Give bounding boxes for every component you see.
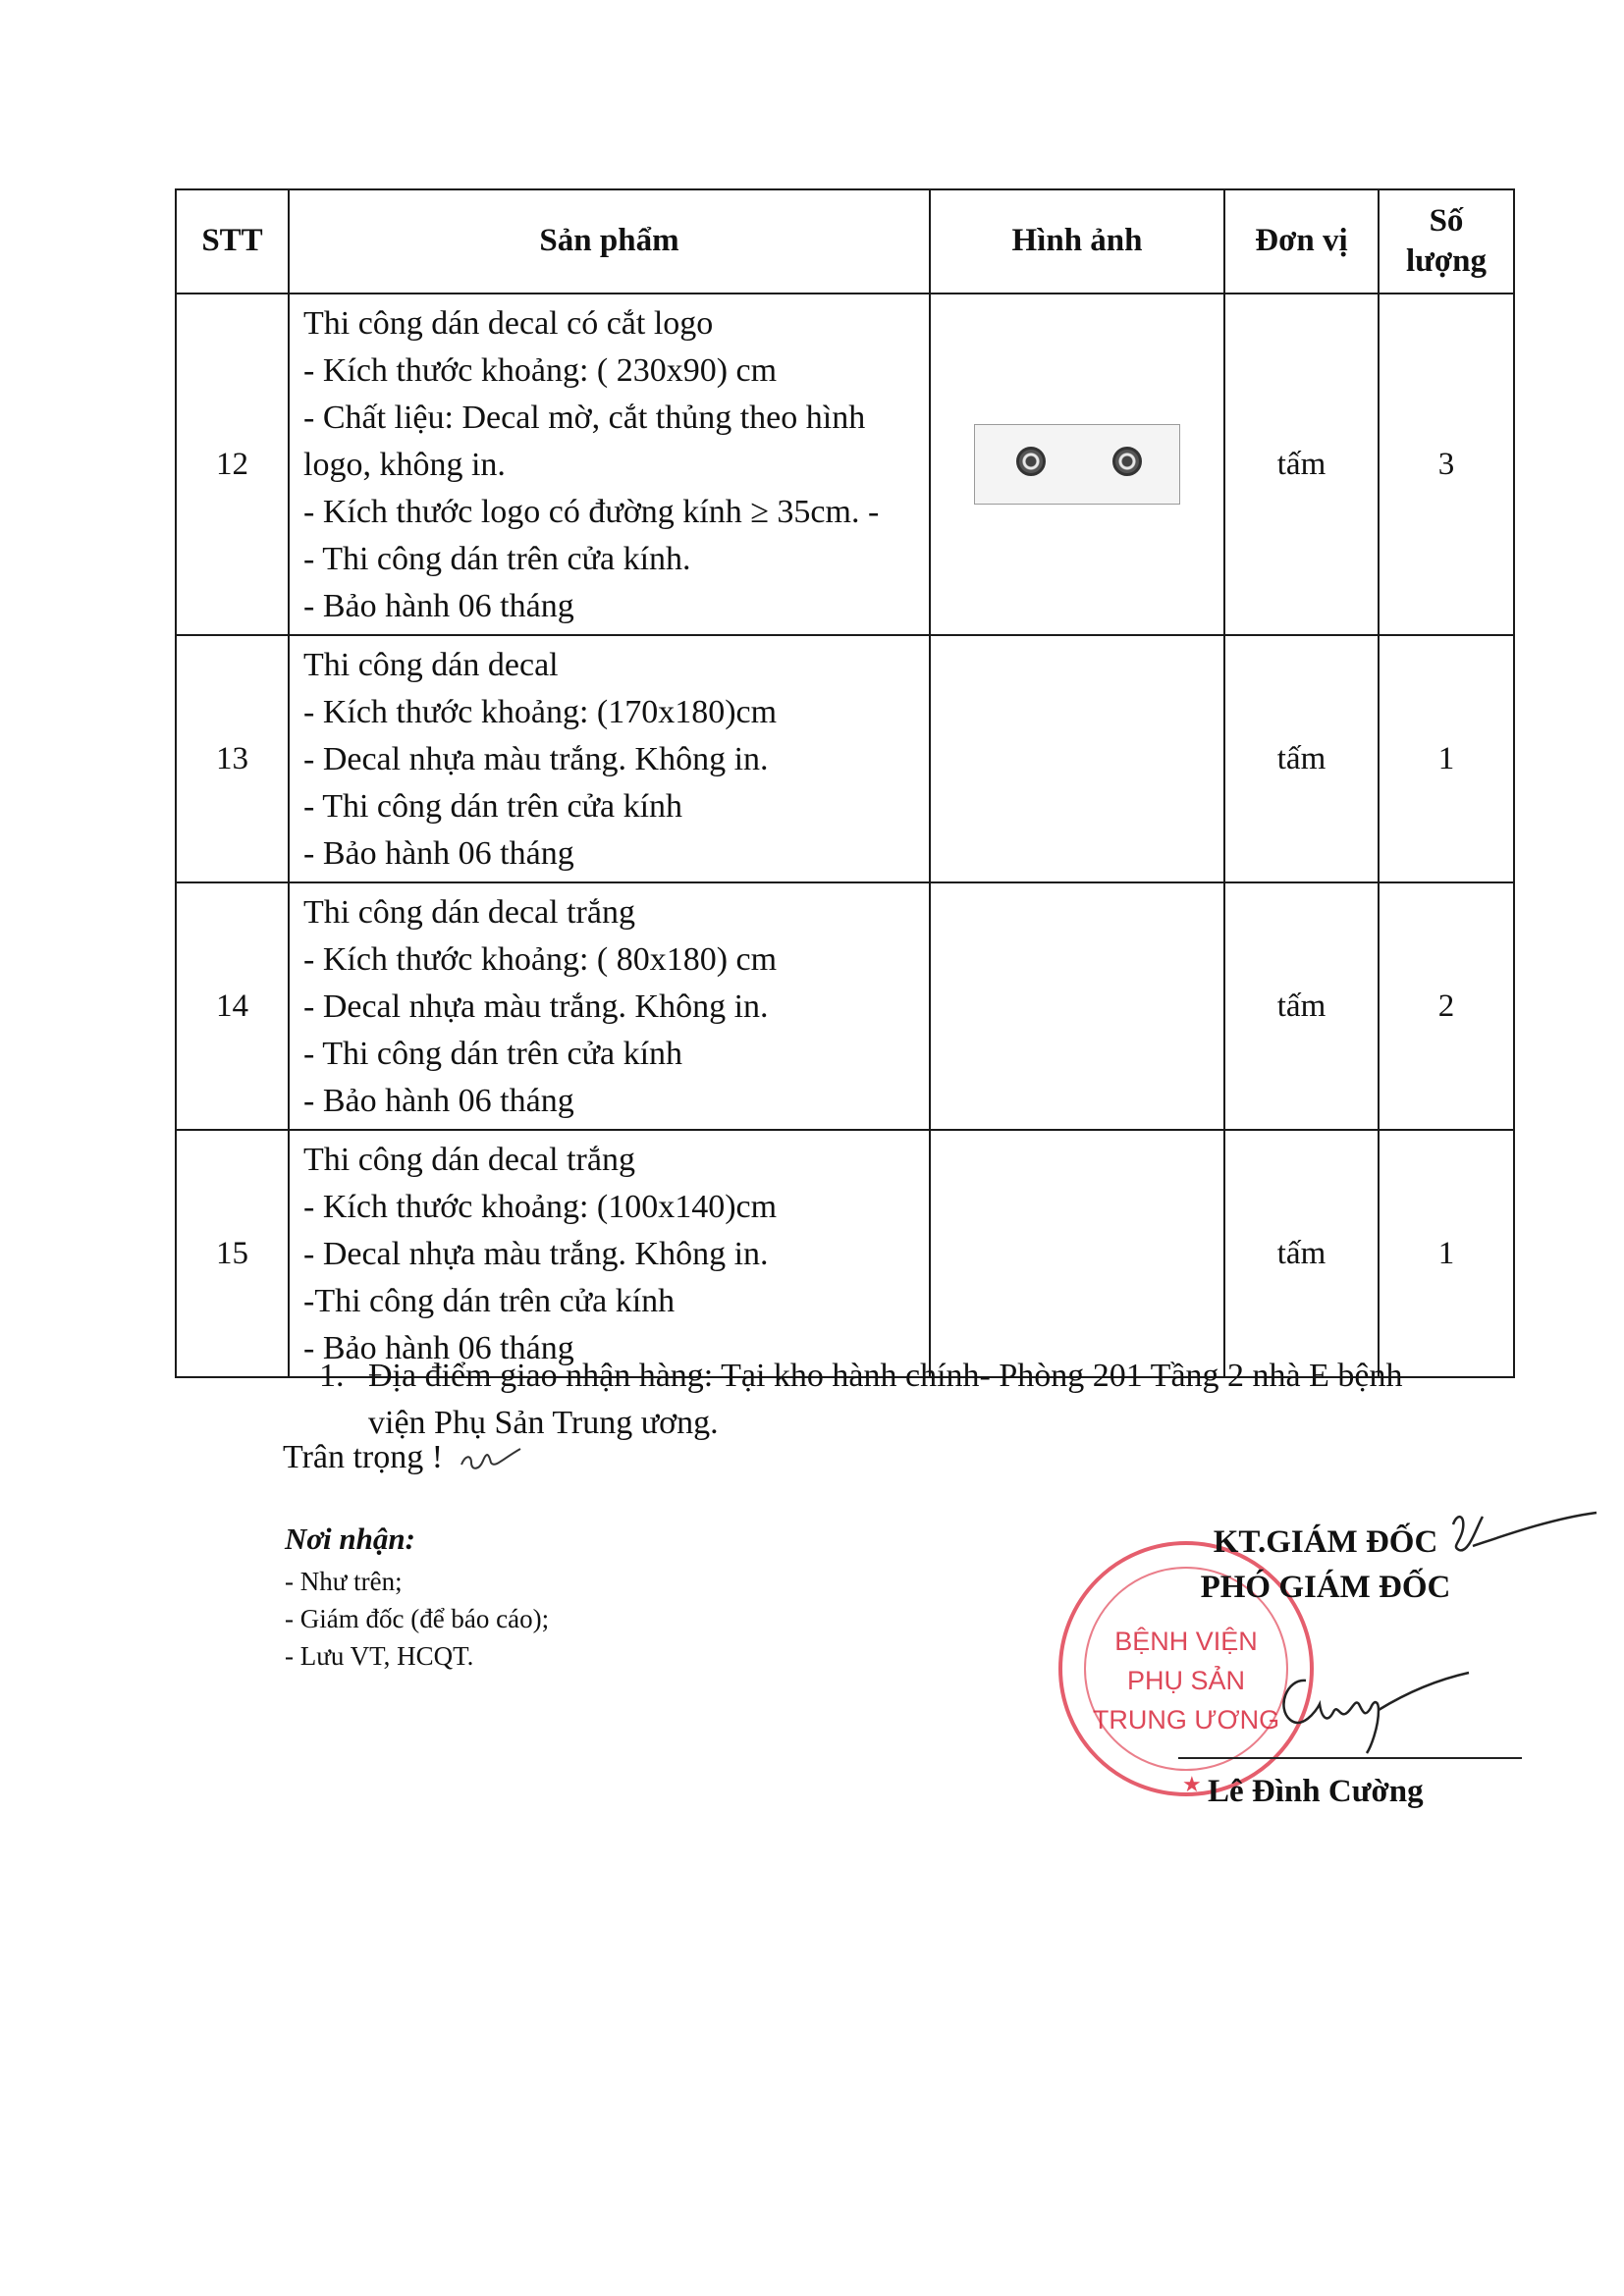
table-header-row: [176, 189, 1514, 294]
description-line: - Kích thước khoảng: ( 80x180) cm: [303, 941, 778, 978]
description-line: -Thi công dán trên cửa kính: [303, 1283, 676, 1319]
star-icon: ★: [1182, 1773, 1202, 1797]
logo-icon: [1112, 447, 1142, 476]
row-quantity: 2: [1379, 882, 1514, 1130]
signature-title-1: KT.GIÁM ĐỐC: [1213, 1524, 1438, 1560]
description-line: - Bảo hành 06 tháng: [303, 1330, 574, 1366]
row-description: [289, 1130, 930, 1377]
handwritten-signature-icon: [1276, 1659, 1473, 1757]
table-row: [176, 1130, 1514, 1377]
row-stt: 15: [176, 1130, 289, 1377]
row-description: [289, 882, 930, 1130]
recipients-block: [285, 1522, 549, 1675]
description-line: - Thi công dán trên cửa kính: [303, 1036, 683, 1072]
description-line: - Thi công dán trên cửa kính.: [303, 541, 691, 577]
row-quantity: 3: [1379, 294, 1514, 635]
stamp-line: PHỤ SẢN: [1126, 1666, 1246, 1695]
header-stt: STT: [176, 189, 289, 294]
description-line: - Decal nhựa màu trắng. Không in.: [303, 1236, 769, 1272]
row-unit: tấm: [1224, 635, 1379, 882]
header-quantity: [1379, 189, 1514, 294]
row-description: [289, 635, 930, 882]
closing-greeting: [283, 1439, 522, 1476]
approval-mark-icon: [1443, 1507, 1600, 1566]
row-unit: tấm: [1224, 1130, 1379, 1377]
stamp-line: BỆNH VIỆN: [1114, 1627, 1258, 1656]
description-line: - Bảo hành 06 tháng: [303, 588, 574, 624]
header-quantity-label: Số lượng: [1405, 202, 1488, 279]
product-table: [175, 188, 1515, 1378]
description-line: - Decal nhựa màu trắng. Không in.: [303, 988, 769, 1025]
description-line: Thi công dán decal: [303, 647, 559, 683]
stamp-line: TRUNG ƯƠNG: [1092, 1705, 1280, 1735]
stamp-text: [1062, 1622, 1310, 1739]
header-product: Sản phẩm: [289, 189, 930, 294]
description-line: - Bảo hành 06 tháng: [303, 1083, 574, 1119]
description-line: - Kích thước logo có đường kính ≥ 35cm. -: [303, 494, 880, 530]
description-line: logo, không in.: [303, 447, 506, 483]
row-quantity: 1: [1379, 635, 1514, 882]
row-stt: 14: [176, 882, 289, 1130]
row-description: [289, 294, 930, 635]
row-stt: 13: [176, 635, 289, 882]
signature-title-2: PHÓ GIÁM ĐỐC: [1200, 1570, 1451, 1605]
logo-icon: [1016, 447, 1046, 476]
description-line: - Decal nhựa màu trắng. Không in.: [303, 741, 769, 777]
row-stt: 12: [176, 294, 289, 635]
row-image-cell: [930, 1130, 1224, 1377]
delivery-text-line1: Địa điểm giao nhận hàng: Tại kho hành chính- Phòng 201 Tầng 2 nhà E bệnh: [368, 1358, 1403, 1394]
recipient-item: - Lưu VT, HCQT.: [285, 1641, 474, 1671]
description-line: Thi công dán decal trắng: [303, 1142, 635, 1178]
initial-mark-icon: [460, 1445, 522, 1474]
delivery-text-line2: viện Phụ Sản Trung ương.: [368, 1405, 719, 1441]
recipients-title: Nơi nhận:: [285, 1522, 415, 1556]
recipient-item: - Giám đốc (để báo cáo);: [285, 1604, 550, 1633]
decal-product-image: [974, 424, 1180, 505]
row-unit: tấm: [1224, 294, 1379, 635]
row-image-cell: [930, 294, 1224, 635]
table-row: [176, 882, 1514, 1130]
header-image: Hình ảnh: [930, 189, 1224, 294]
description-line: - Kích thước khoảng: (100x140)cm: [303, 1189, 778, 1225]
row-image-cell: [930, 882, 1224, 1130]
description-line: Thi công dán decal có cắt logo: [303, 305, 714, 342]
description-line: - Kích thước khoảng: ( 230x90) cm: [303, 352, 778, 389]
description-line: - Chất liệu: Decal mờ, cắt thủng theo hình: [303, 400, 866, 436]
description-line: - Thi công dán trên cửa kính: [303, 788, 683, 825]
recipient-item: - Như trên;: [285, 1567, 403, 1596]
row-quantity: 1: [1379, 1130, 1514, 1377]
description-line: - Kích thước khoảng: (170x180)cm: [303, 694, 778, 730]
header-unit: Đơn vị: [1224, 189, 1379, 294]
table-row: [176, 294, 1514, 635]
signer-name: Lê Đình Cường: [1208, 1774, 1424, 1809]
row-image-cell: [930, 635, 1224, 882]
closing-text: Trân trọng !: [283, 1439, 444, 1475]
description-line: - Bảo hành 06 tháng: [303, 835, 574, 872]
row-unit: tấm: [1224, 882, 1379, 1130]
delivery-note: [319, 1353, 1497, 1447]
table-row: [176, 635, 1514, 882]
description-line: Thi công dán decal trắng: [303, 894, 635, 931]
delivery-number: 1.: [319, 1358, 345, 1394]
signature-line: [1178, 1757, 1522, 1759]
